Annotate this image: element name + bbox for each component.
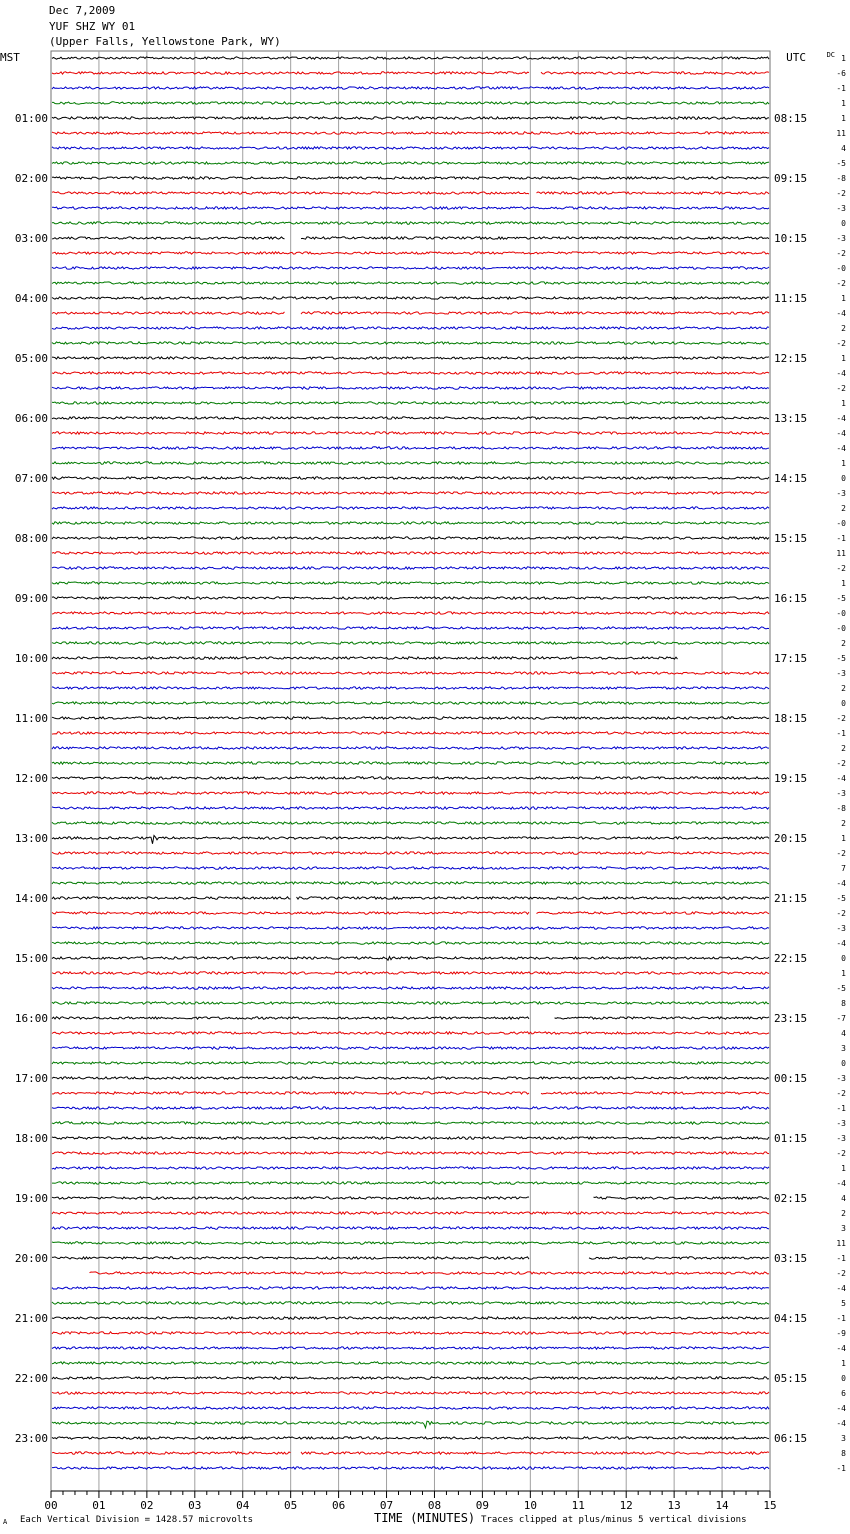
seismic-trace (52, 927, 769, 929)
seismic-trace (52, 132, 769, 134)
seismic-trace (52, 282, 769, 284)
seismic-trace (52, 642, 769, 644)
seismic-trace (52, 102, 769, 104)
seismic-trace (52, 372, 769, 374)
seismic-trace (52, 1317, 769, 1319)
seismic-trace (52, 807, 769, 809)
vertical-division-note: Each Vertical Division = 1428.57 microvolts (20, 1515, 253, 1525)
dc-offset-label: -3 (836, 1134, 846, 1143)
dc-offset-label: -3 (836, 489, 846, 498)
dc-offset-label: -4 (836, 1419, 846, 1428)
dc-offset-label: -5 (836, 594, 846, 603)
seismic-trace (52, 657, 678, 659)
dc-offset-label: 3 (841, 1224, 846, 1233)
seismic-trace (52, 1467, 769, 1469)
seismic-trace (52, 72, 769, 74)
dc-offset-label: -4 (836, 1179, 846, 1188)
dc-offset-label: -8 (836, 804, 846, 813)
dc-offset-label: 4 (841, 1194, 846, 1203)
mst-hour-label: 14:00 (14, 892, 48, 905)
seismic-trace (52, 1077, 769, 1079)
dc-offset-label: 0 (841, 954, 846, 963)
dc-offset-label: 1 (841, 294, 846, 303)
mst-hour-label: 08:00 (14, 532, 48, 545)
dc-offset-label: 1 (841, 399, 846, 408)
mst-hour-label: 07:00 (14, 472, 48, 485)
utc-hour-label: 23:15 (774, 1012, 808, 1025)
utc-hour-label: 14:15 (774, 472, 808, 485)
dc-offset-label: 1 (841, 579, 846, 588)
seismic-trace (52, 1227, 769, 1229)
seismic-trace (52, 1122, 769, 1124)
seismic-trace (52, 177, 769, 179)
dc-offset-label: -2 (836, 1269, 846, 1278)
dc-offset-label: -5 (836, 654, 846, 663)
seismic-trace (52, 1047, 769, 1049)
seismic-trace (52, 192, 769, 194)
mst-hour-label: 18:00 (14, 1132, 48, 1145)
seismic-trace (52, 1182, 769, 1184)
utc-axis-title: UTC (786, 51, 806, 64)
dc-offset-label: 1 (841, 969, 846, 978)
seismic-trace (52, 852, 769, 854)
corner-mark: A (3, 1518, 8, 1526)
mst-hour-label: 23:00 (14, 1432, 48, 1445)
mst-hour-label: 04:00 (14, 292, 48, 305)
x-tick-label: 09 (475, 1499, 490, 1512)
seismic-trace (52, 1437, 769, 1439)
seismic-trace (52, 1197, 769, 1199)
utc-hour-label: 10:15 (774, 232, 808, 245)
dc-offset-label: -2 (836, 714, 846, 723)
mst-axis-title: MST (0, 51, 20, 64)
seismic-trace (52, 987, 769, 989)
dc-offset-label: -3 (836, 1074, 846, 1083)
x-tick-label: 10 (523, 1499, 537, 1512)
utc-hour-label: 04:15 (774, 1312, 808, 1325)
seismic-trace (52, 1452, 769, 1454)
utc-hour-label: 01:15 (774, 1132, 808, 1145)
seismic-trace (52, 1167, 769, 1169)
seismic-trace (52, 1137, 769, 1139)
seismic-trace (52, 342, 769, 344)
dc-offset-label: 8 (841, 999, 846, 1008)
dc-offset-label: -7 (836, 1014, 846, 1023)
seismic-trace (52, 777, 769, 779)
clipping-note: Traces clipped at plus/minus 5 vertical divisions (481, 1515, 747, 1525)
seismic-trace (52, 1032, 769, 1034)
seismic-trace (52, 972, 769, 974)
seismic-trace (52, 567, 769, 569)
dc-offset-label: -4 (836, 444, 846, 453)
seismic-trace (52, 507, 769, 509)
dc-offset-label: -4 (836, 879, 846, 888)
x-tick-label: 15 (763, 1499, 777, 1512)
seismic-trace (52, 957, 769, 961)
dc-offset-label: -2 (836, 849, 846, 858)
mst-hour-label: 06:00 (14, 412, 48, 425)
seismic-trace (52, 57, 769, 59)
dc-offset-label: 2 (841, 639, 846, 648)
mst-hour-label: 16:00 (14, 1012, 48, 1025)
dc-offset-label: -4 (836, 309, 846, 318)
seismic-trace (52, 1421, 769, 1428)
utc-hour-label: 13:15 (774, 412, 808, 425)
dc-offset-label: -4 (836, 1344, 846, 1353)
dc-offset-label: -4 (836, 1284, 846, 1293)
seismic-trace (52, 1362, 769, 1364)
x-tick-label: 02 (140, 1499, 154, 1512)
mst-hour-label: 03:00 (14, 232, 48, 245)
mst-hour-label: 20:00 (14, 1252, 48, 1265)
seismic-trace (52, 357, 769, 359)
dc-offset-label: -1 (836, 84, 846, 93)
x-tick-label: 12 (619, 1499, 633, 1512)
dc-offset-label: 1 (841, 1359, 846, 1368)
seismic-trace (52, 117, 769, 119)
seismic-trace (52, 897, 769, 899)
seismic-trace (52, 1092, 769, 1094)
seismic-trace (52, 297, 769, 299)
seismic-trace (52, 627, 769, 629)
seismic-trace (52, 387, 769, 389)
dc-offset-label: -8 (836, 174, 846, 183)
dc-offset-label: -2 (836, 1149, 846, 1158)
seismic-trace (52, 87, 769, 89)
dc-offset-label: 0 (841, 1059, 846, 1068)
dc-offset-label: -3 (836, 669, 846, 678)
seismic-trace (52, 1002, 769, 1004)
seismic-trace (52, 582, 769, 584)
dc-offset-label: 7 (841, 864, 846, 873)
utc-hour-label: 19:15 (774, 772, 808, 785)
dc-offset-label: 8 (841, 1449, 846, 1458)
seismic-trace (52, 1302, 769, 1304)
dc-offset-label: 4 (841, 144, 846, 153)
seismic-trace (52, 1257, 769, 1259)
dc-offset-label: 11 (836, 129, 846, 138)
seismic-trace (52, 237, 769, 239)
dc-offset-label: 1 (841, 54, 846, 63)
dc-column-title: DC (826, 51, 835, 59)
seismic-trace (52, 267, 769, 269)
utc-hour-label: 05:15 (774, 1372, 808, 1385)
dc-offset-label: 1 (841, 114, 846, 123)
dc-offset-label: -5 (836, 159, 846, 168)
seismic-trace (52, 1287, 769, 1289)
x-tick-label: 04 (236, 1499, 250, 1512)
x-tick-label: 13 (667, 1499, 681, 1512)
seismic-trace (52, 492, 769, 494)
seismic-trace (52, 1107, 769, 1109)
dc-offset-label: -3 (836, 924, 846, 933)
mst-hour-label: 02:00 (14, 172, 48, 185)
seismic-trace (52, 402, 769, 404)
dc-offset-label: -4 (836, 774, 846, 783)
x-tick-label: 08 (427, 1499, 442, 1512)
mst-hour-label: 17:00 (14, 1072, 48, 1085)
utc-hour-label: 18:15 (774, 712, 808, 725)
header-station: YUF SHZ WY 01 (49, 20, 136, 33)
dc-offset-label: -2 (836, 339, 846, 348)
seismic-trace (52, 1017, 769, 1019)
dc-offset-label: -2 (836, 909, 846, 918)
x-axis-title: TIME (MINUTES) (374, 1511, 476, 1525)
seismic-trace (52, 1062, 769, 1064)
mst-hour-label: 21:00 (14, 1312, 48, 1325)
dc-offset-label: -2 (836, 1089, 846, 1098)
x-tick-label: 05 (284, 1499, 298, 1512)
mst-hour-label: 15:00 (14, 952, 48, 965)
seismic-trace (52, 207, 769, 209)
utc-hour-label: 15:15 (774, 532, 808, 545)
dc-offset-label: 2 (841, 1209, 846, 1218)
x-tick-label: 00 (44, 1499, 58, 1512)
x-tick-label: 06 (331, 1499, 346, 1512)
utc-hour-label: 11:15 (774, 292, 808, 305)
seismic-trace (52, 1332, 769, 1334)
utc-hour-label: 02:15 (774, 1192, 808, 1205)
seismic-trace (52, 612, 769, 614)
dc-offset-label: 5 (841, 1299, 846, 1308)
dc-offset-label: 0 (841, 219, 846, 228)
dc-offset-label: -1 (836, 1104, 846, 1113)
header-date: Dec 7,2009 (49, 4, 116, 17)
dc-offset-label: 2 (841, 819, 846, 828)
dc-offset-label: -5 (836, 894, 846, 903)
dc-offset-label: -3 (836, 789, 846, 798)
dc-offset-label: 3 (841, 1434, 846, 1443)
seismic-trace (52, 447, 769, 449)
seismic-trace (52, 867, 769, 869)
dc-offset-label: -2 (836, 279, 846, 288)
utc-hour-label: 20:15 (774, 832, 808, 845)
dc-offset-label: -1 (836, 729, 846, 738)
utc-hour-label: 17:15 (774, 652, 808, 665)
seismic-trace (52, 1212, 769, 1214)
utc-hour-label: 09:15 (774, 172, 808, 185)
dc-offset-label: -0 (836, 624, 846, 633)
utc-hour-label: 16:15 (774, 592, 808, 605)
utc-hour-label: 00:15 (774, 1072, 808, 1085)
dc-offset-label: 11 (836, 1239, 846, 1248)
seismic-trace (52, 882, 769, 884)
seismic-trace (52, 792, 769, 794)
dc-offset-label: -0 (836, 264, 846, 273)
dc-offset-label: 3 (841, 1044, 846, 1053)
dc-offset-label: 0 (841, 1374, 846, 1383)
seismic-trace (52, 597, 769, 599)
dc-offset-label: -2 (836, 759, 846, 768)
dc-offset-label: -4 (836, 1404, 846, 1413)
seismic-trace (52, 1407, 769, 1409)
utc-hour-label: 06:15 (774, 1432, 808, 1445)
seismic-trace (52, 417, 769, 419)
dc-offset-label: -0 (836, 519, 846, 528)
dc-offset-label: 2 (841, 684, 846, 693)
seismic-trace (52, 1347, 769, 1349)
seismic-trace (52, 552, 769, 554)
dc-offset-label: -0 (836, 609, 846, 618)
x-tick-label: 14 (715, 1499, 729, 1512)
dc-offset-label: 2 (841, 744, 846, 753)
dc-offset-label: 4 (841, 1029, 846, 1038)
seismic-trace (52, 522, 769, 524)
header-location: (Upper Falls, Yellowstone Park, WY) (49, 35, 281, 48)
dc-offset-label: -3 (836, 204, 846, 213)
utc-hour-label: 08:15 (774, 112, 808, 125)
dc-offset-label: 1 (841, 99, 846, 108)
seismic-trace (90, 1272, 770, 1274)
seismic-trace (52, 942, 769, 944)
dc-offset-label: -3 (836, 234, 846, 243)
mst-hour-label: 13:00 (14, 832, 48, 845)
dc-offset-label: 1 (841, 1164, 846, 1173)
dc-offset-label: 6 (841, 1389, 846, 1398)
dc-offset-label: -3 (836, 1119, 846, 1128)
dc-offset-label: -1 (836, 1314, 846, 1323)
seismic-trace (52, 1242, 769, 1244)
dc-offset-label: -2 (836, 384, 846, 393)
seismic-trace (52, 747, 769, 749)
dc-offset-label: -9 (836, 1329, 846, 1338)
mst-hour-label: 22:00 (14, 1372, 48, 1385)
utc-hour-label: 22:15 (774, 952, 808, 965)
x-tick-label: 03 (188, 1499, 202, 1512)
dc-offset-label: -1 (836, 1464, 846, 1473)
seismic-trace (52, 1152, 769, 1154)
seismic-trace (52, 836, 769, 844)
x-tick-label: 11 (571, 1499, 585, 1512)
seismic-trace (52, 147, 769, 149)
mst-hour-label: 19:00 (14, 1192, 48, 1205)
x-tick-label: 01 (92, 1499, 106, 1512)
dc-offset-label: 1 (841, 459, 846, 468)
seismic-trace (52, 477, 769, 479)
seismic-trace (52, 222, 769, 224)
mst-hour-label: 01:00 (14, 112, 48, 125)
seismic-trace (52, 252, 769, 254)
dc-offset-label: 1 (841, 834, 846, 843)
mst-hour-label: 09:00 (14, 592, 48, 605)
seismic-trace (52, 162, 769, 164)
seismic-trace (52, 1392, 769, 1394)
dc-offset-label: -2 (836, 189, 846, 198)
dc-offset-label: -6 (836, 69, 846, 78)
dc-offset-label: -1 (836, 534, 846, 543)
dc-offset-label: 1 (841, 354, 846, 363)
mst-hour-label: 12:00 (14, 772, 48, 785)
dc-offset-label: -2 (836, 564, 846, 573)
dc-offset-label: -5 (836, 984, 846, 993)
dc-offset-label: 2 (841, 324, 846, 333)
seismic-trace (52, 822, 769, 824)
dc-offset-label: 0 (841, 474, 846, 483)
seismic-trace (52, 327, 769, 329)
utc-hour-label: 12:15 (774, 352, 808, 365)
dc-offset-label: -4 (836, 939, 846, 948)
dc-offset-label: -4 (836, 369, 846, 378)
dc-offset-label: -1 (836, 1254, 846, 1263)
dc-offset-label: 2 (841, 504, 846, 513)
seismic-trace (52, 1377, 769, 1379)
mst-hour-label: 10:00 (14, 652, 48, 665)
dc-offset-label: -4 (836, 414, 846, 423)
seismic-trace (52, 762, 769, 764)
mst-hour-label: 05:00 (14, 352, 48, 365)
seismic-trace (52, 732, 769, 734)
seismic-trace (52, 432, 769, 434)
dc-offset-label: -4 (836, 429, 846, 438)
seismic-trace (52, 702, 769, 704)
seismic-trace (52, 462, 769, 464)
seismic-trace (52, 687, 769, 689)
dc-offset-label: 0 (841, 699, 846, 708)
utc-hour-label: 21:15 (774, 892, 808, 905)
seismic-trace (52, 672, 769, 674)
mst-hour-label: 11:00 (14, 712, 48, 725)
seismic-trace (52, 717, 769, 719)
seismic-trace (52, 537, 769, 539)
utc-hour-label: 03:15 (774, 1252, 808, 1265)
seismic-trace (52, 912, 769, 914)
dc-offset-label: 11 (836, 549, 846, 558)
seismic-trace (52, 312, 769, 314)
x-tick-label: 07 (379, 1499, 394, 1512)
dc-offset-label: -2 (836, 249, 846, 258)
